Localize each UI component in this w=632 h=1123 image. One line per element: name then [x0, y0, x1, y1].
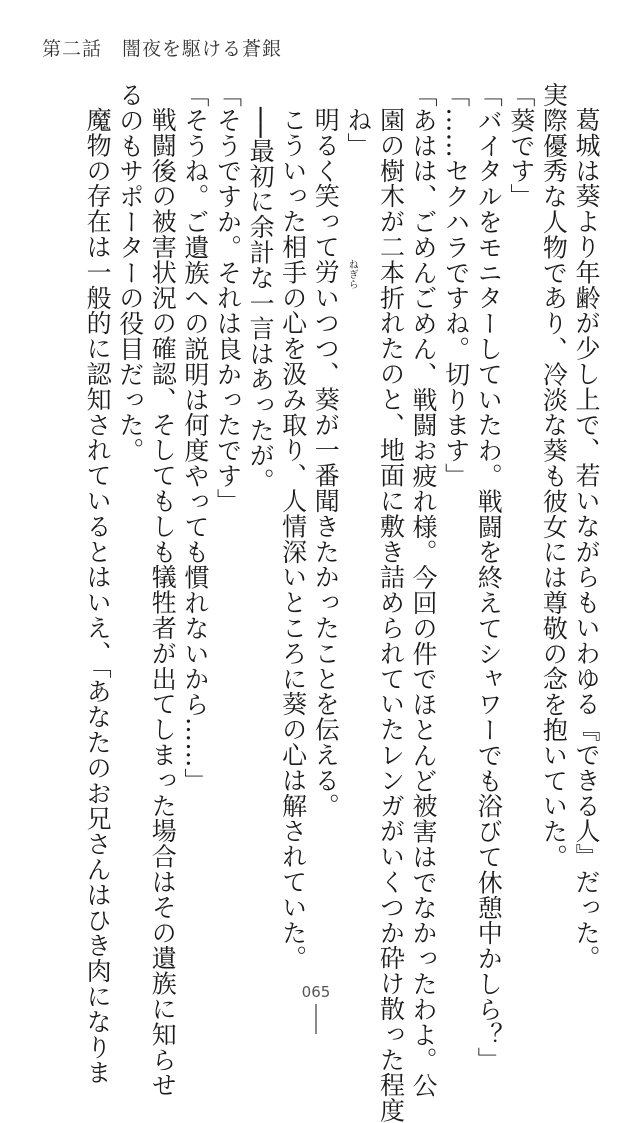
- running-header-chapter-title: 第二話 闇夜を駆ける蒼銀: [42, 38, 283, 60]
- text-column: 実際優秀な人物であり、冷淡な葵も彼女には尊敬の念を抱いていた。: [539, 82, 569, 870]
- ruby-base-text: 労: [311, 259, 341, 285]
- page-number: 065: [301, 983, 331, 1001]
- text-column: 「そうですか。それは良かったです」: [213, 82, 243, 514]
- text-column: 葛城は葵より年齢が少し上で、若いながらもいわゆる『できる人』だった。: [572, 107, 601, 971]
- text-column: 「バイタルをモニターしていたわ。戦闘を終えてシャワーでも浴びて休憩中かしら？」: [474, 82, 504, 1073]
- text-column: 園の樹木が二本折れたのと、地面に敷き詰められていたレンガがいくつか砕け散った程度: [376, 107, 406, 1123]
- ruby-annotation: ねぎら: [346, 259, 358, 290]
- text-column: こういった相手の心を汲み取り、人情深いところに葵の心は解されていた。: [278, 107, 308, 971]
- text-column: 戦闘後の被害状況の確認、そしてもしも犠牲者が出てしまった場合はその遺族に知らせ: [148, 107, 178, 1098]
- text-column-with-ruby: [309, 82, 358, 942]
- text-column: 魔物の存在は一般的に認知されているとはいえ、「あなたのお兄さんはひき肉になりま: [83, 107, 113, 1086]
- text-column: 「……セクハラですね。切ります」: [441, 82, 471, 489]
- text-segment: 明るく笑って: [311, 107, 341, 260]
- text-column: ──最初に余計な一言はあったが。: [246, 107, 276, 494]
- text-column: るのもサポーターの役目だった。: [115, 82, 145, 463]
- text-column: ね」: [343, 107, 373, 158]
- ruby-base: [311, 259, 358, 290]
- text-column: 「葵です」: [506, 82, 536, 209]
- text-column: 「そうね。ご遺族への説明は何度やっても慣れないから……」: [180, 82, 210, 794]
- text-column: 「あはは、ごめんごめん、戦闘お疲れ様。今回の件でほとんど被害はでなかったわよ。公: [409, 82, 439, 1098]
- text-segment: いつつ、葵が一番聞きたかったことを伝える。: [311, 284, 341, 819]
- page-number-rule: [315, 1004, 317, 1034]
